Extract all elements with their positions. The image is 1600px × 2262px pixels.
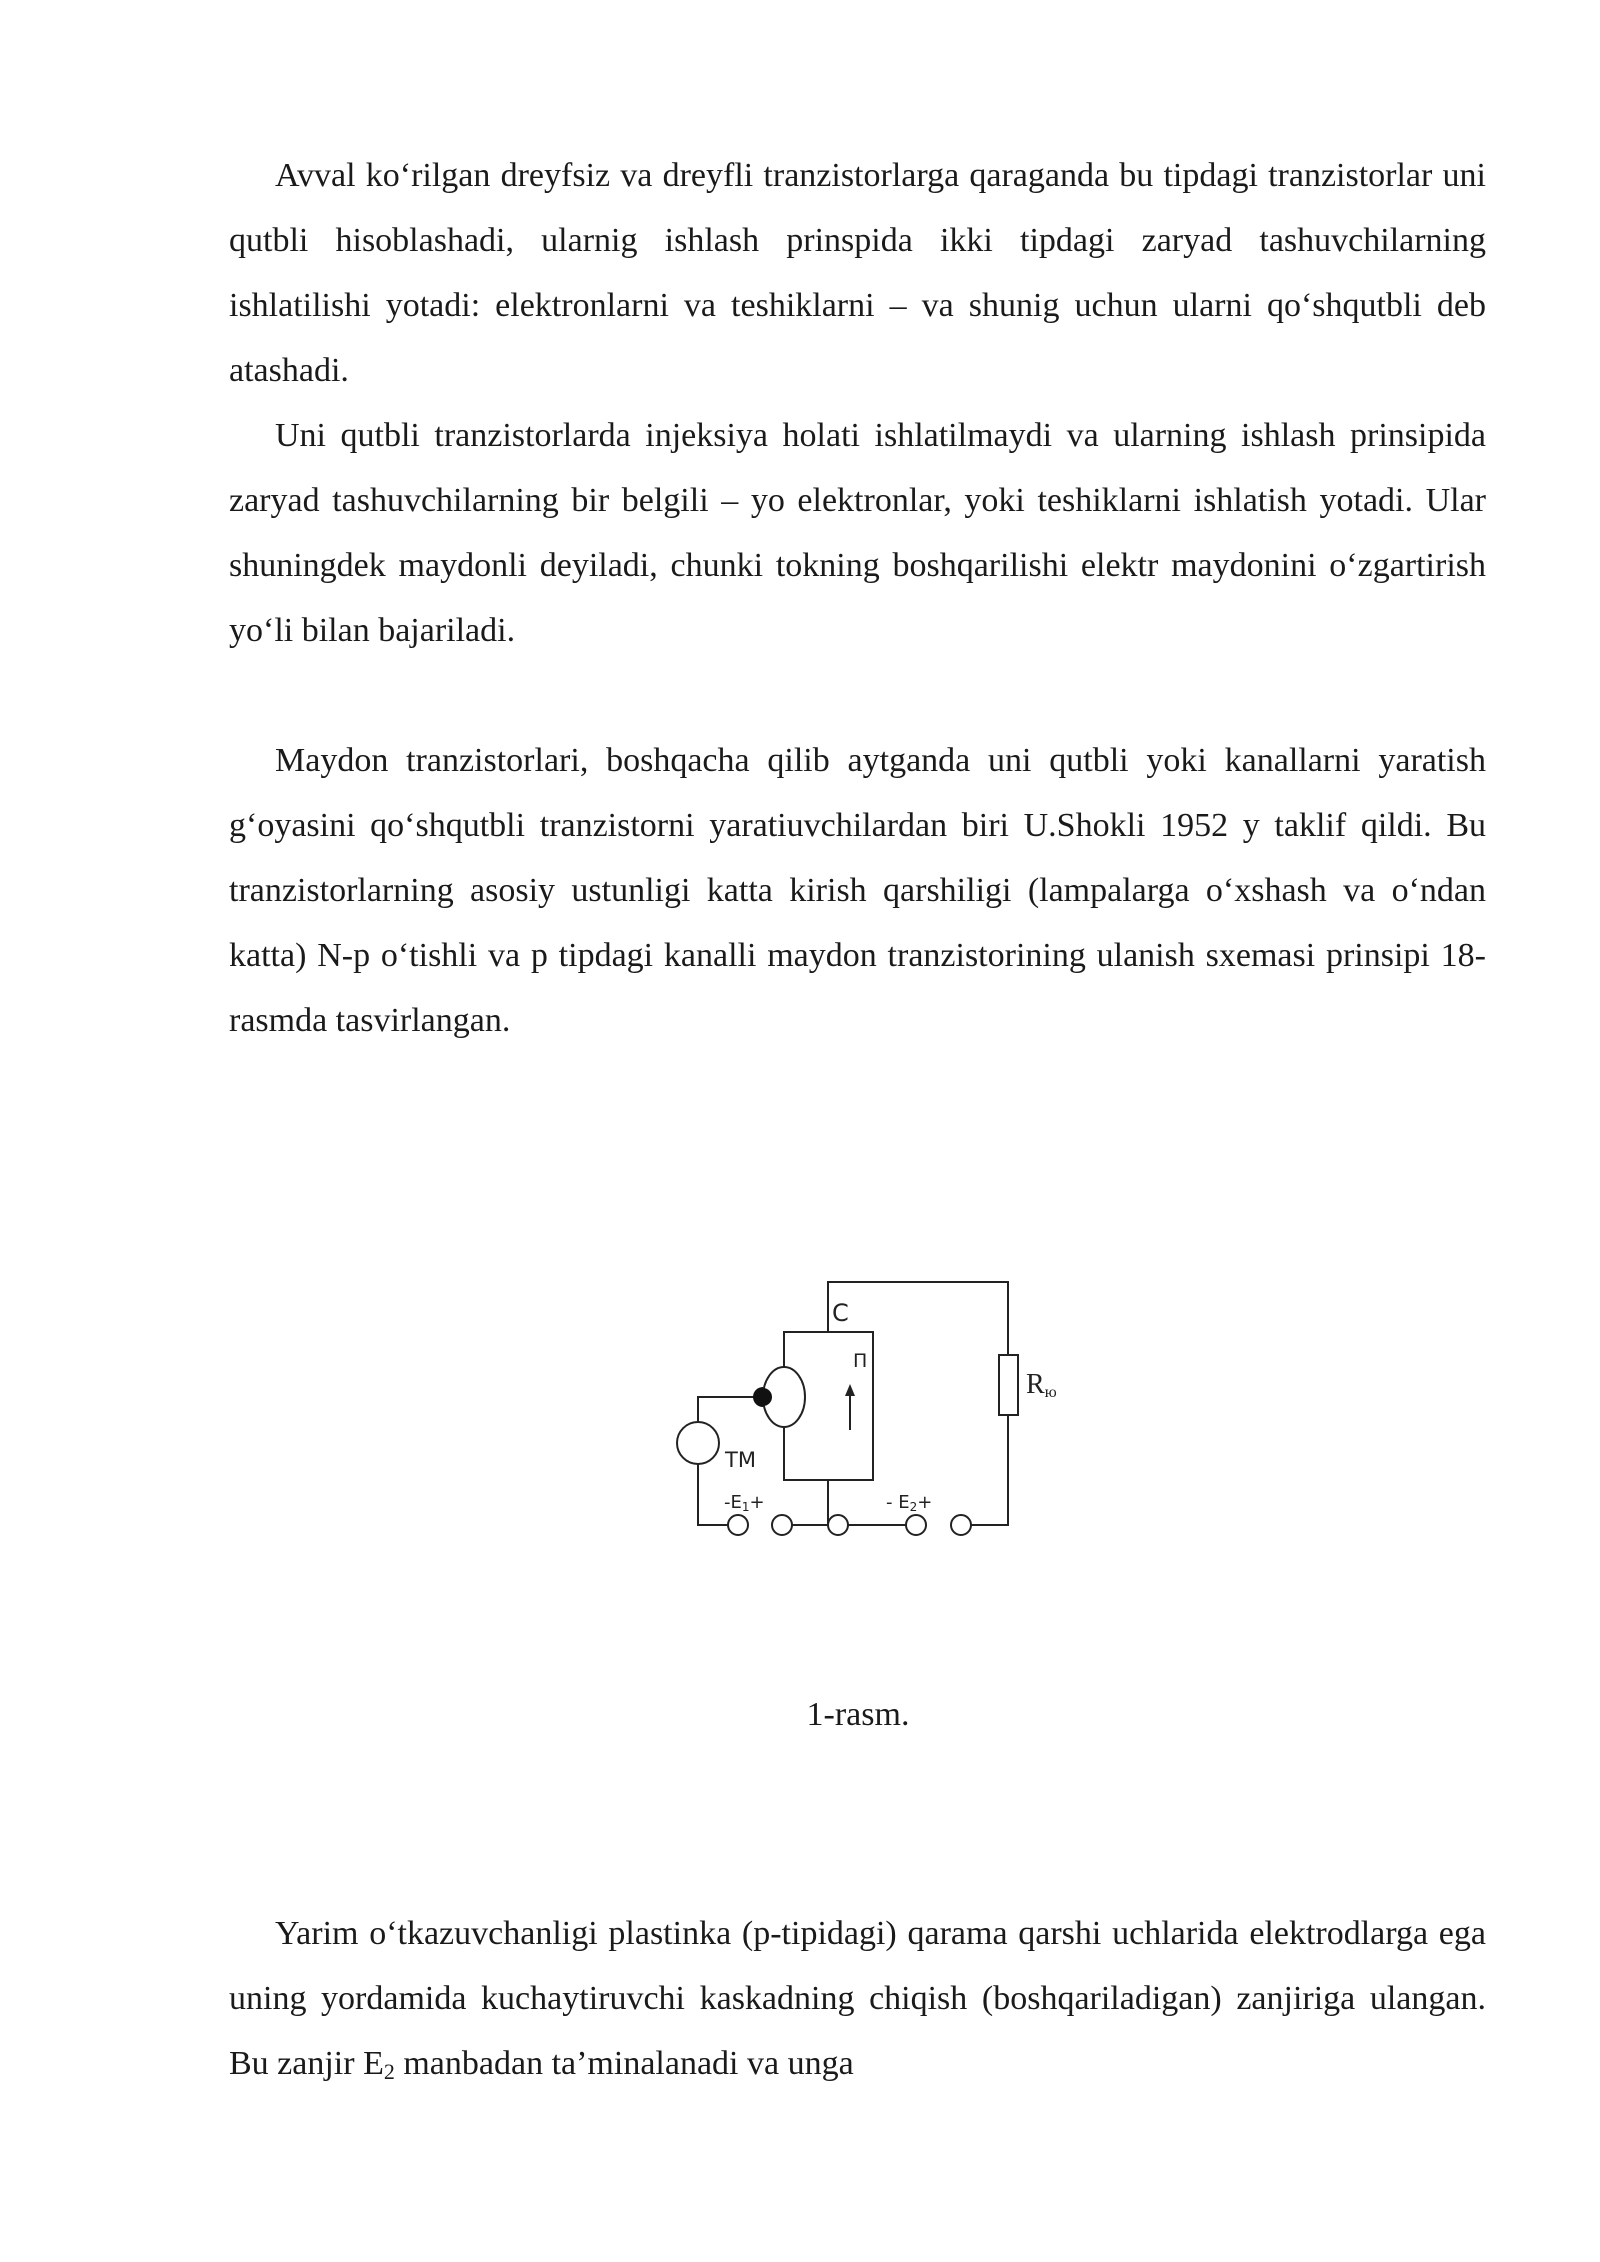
label-resistor: Rю xyxy=(1026,1369,1057,1401)
terminal-common xyxy=(828,1515,848,1535)
terminal-e2-minus xyxy=(906,1515,926,1535)
gate-dot xyxy=(754,1388,772,1406)
paragraph-2: Uni qutbli tranzistorlarda injeksiya holati ishlatilmaydi va ularning ishlash prinsipida zaryad tashuvchilarning bir belgili – yo elektronlar, yoki teshiklarni ishlatish yotadi. Ular shuningdek maydonli deyiladi, chunki tokning boshqarilishi elektr maydonini o‘zgartirish yo‘li bilan bajariladi. xyxy=(229,417,1486,649)
paragraph-1: Avval ko‘rilgan dreyfsiz va dreyfli tranzistorlarga qaraganda bu tipdagi tranzistorlar uni qutbli hisoblashadi, ularnig ishlash prinspida ikki tipdagi zaryad tashuvchilarning ishlatilishi yotadi: elektronlarni va teshiklarni – va shunig uchun ularni qo‘shqutbli deb atashadi. xyxy=(229,157,1486,389)
label-channel-p: П xyxy=(853,1350,868,1372)
circuit-diagram xyxy=(660,1265,1100,1555)
signal-source xyxy=(677,1422,719,1464)
paragraph-3: Maydon tranzistorlari, boshqacha qilib aytganda uni qutbli yoki kanallarni yaratish g‘oyasini qo‘shqutbli tranzistorni yaratiuvchilardan biri U.Shokli 1952 y taklif qildi. Bu tranzistorlarning asosiy ustunligi katta kirish qarshiligi (lampalarga o‘xshash va o‘ndan katta) N-p o‘tishli va p tipdagi kanalli maydon tranzistorining ulanish sxemasi prinsipi 18-rasmda tasvirlangan. xyxy=(229,742,1486,1039)
middle-text xyxy=(229,728,1486,1053)
label-drain-c: С xyxy=(832,1299,849,1327)
terminal-e1-plus xyxy=(772,1515,792,1535)
terminal-e2-plus xyxy=(951,1515,971,1535)
output-wire xyxy=(953,1415,1008,1525)
label-tm: ТМ xyxy=(725,1448,756,1472)
intro-text xyxy=(229,143,1486,663)
gate-wire xyxy=(698,1397,761,1422)
paragraph-4-subscript: 2 xyxy=(383,2059,395,2084)
bottom-text xyxy=(229,1901,1486,2096)
label-e2: - E2+ xyxy=(886,1492,933,1514)
label-e1: -E1+ xyxy=(724,1492,765,1514)
paragraph-4 xyxy=(229,1901,1486,2096)
paragraph-4-start: Yarim o‘tkazuvchanligi plastinka (p-tipidagi) qarama qarshi uchlarida elektrodlarga ega uning yordamida kuchaytiruvchi kaskadning chiqish (boshqariladigan) zanjiriga ulangan. Bu zanjir E xyxy=(229,1915,1486,2082)
terminal-e1-minus xyxy=(728,1515,748,1535)
figure-caption: 1-rasm. xyxy=(806,1696,910,1733)
paragraph-4-end: manbadan ta’minalanadi va unga xyxy=(394,2045,854,2082)
load-resistor xyxy=(999,1355,1018,1415)
circuit-svg xyxy=(660,1265,1100,1555)
